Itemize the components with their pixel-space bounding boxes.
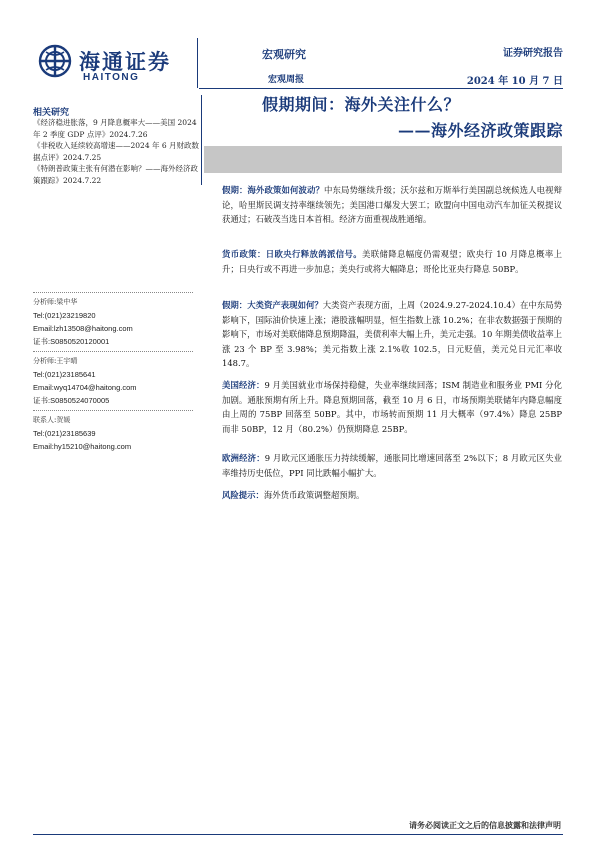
report-date: 2024 年 10 月 7 日	[466, 76, 563, 87]
section-text: 海外货币政策调整超预期。	[263, 490, 365, 500]
haitong-logo-icon	[38, 44, 72, 78]
related-research-item[interactable]: 《经济稳进胀落，9 月降息概率大——美国 2024 年 2 季度 GDP 点评》2024.7.26	[33, 118, 197, 139]
section-heading: 假期：大类资产表现如何？	[222, 300, 323, 310]
section-text: 美联储降息幅度仍需观望；欧央行 10 月降息概率上升；日央行或不再进一步加息；美央行或将大幅降息；哥伦比亚央行降息 50BP。	[222, 249, 562, 274]
footer-disclaimer: 请务必阅读正文之后的信息披露和法律声明	[409, 820, 561, 830]
section-eu-economy	[222, 451, 562, 480]
analyst-name: 分析师:梁中华	[33, 298, 78, 306]
analyst-tel: Tel:(021)23185641	[33, 370, 96, 379]
section-heading: 欧洲经济：	[222, 453, 265, 463]
analyst-card	[33, 410, 193, 453]
report-type: 证券研究报告	[503, 48, 563, 59]
analyst-cert: 证书:S0850524070005	[33, 396, 110, 405]
section-text: 9 月欧元区通胀压力持续缓解，通胀同比增速回落至 2%以下；8 月欧元区失业率维持历史低位，PPI 同比跌幅小幅扩大。	[222, 453, 563, 478]
section-text: 大类资产表现方面，上周（2024.9.27-2024.10.4）在中东局势影响下，国际油价快速上涨；港股涨幅明显，恒生指数上涨 10.2%；在非农数据强于预期的影响下，市场对美联储降息预期降温，美债利率大幅上升，美元走强。10 年期美债收益率上涨 23 个 BP 至 3.98%；美元指数上涨 2.1%收 102.5，日元贬值，美元兑日元汇率收 148.7。	[222, 300, 563, 369]
section-monetary-policy	[222, 247, 562, 276]
page-subtitle: ——海外经济政策跟踪	[397, 121, 563, 140]
brand-logo	[38, 44, 188, 84]
section-heading: 风险提示：	[222, 490, 264, 500]
analyst-email[interactable]: Email:hy15210@haitong.com	[33, 442, 132, 451]
analyst-email[interactable]: Email:lzh13508@haitong.com	[33, 324, 133, 333]
section-heading: 货币政策：日欧央行释放鸽派信号。	[222, 249, 362, 259]
related-research-list	[33, 117, 201, 186]
header-rule	[199, 88, 563, 89]
analyst-list	[33, 292, 193, 456]
brand-name-en: HAITONG	[83, 72, 140, 83]
header-divider	[197, 38, 198, 88]
title-bar	[204, 146, 562, 173]
page-title: 假期期间：海外关注什么？	[262, 95, 461, 114]
related-research-heading: 相关研究	[33, 108, 70, 118]
section-heading: 美国经济：	[222, 380, 265, 390]
analyst-card	[33, 292, 193, 348]
brand-name-cn: 海通证券	[79, 49, 171, 74]
section-risk-warning	[222, 488, 562, 503]
related-research-item[interactable]: 《特朗普政策主张有何潜在影响？——海外经济政策跟踪》2024.7.22	[33, 164, 198, 185]
report-subcategory: 宏观周报	[268, 75, 305, 85]
section-heading: 假期：海外政策如何波动？	[222, 185, 325, 195]
related-research-item[interactable]: 《非税收入延续较高增速——2024 年 6 月财政数据点评》2024.7.25	[33, 141, 200, 162]
sidebar-divider	[201, 95, 202, 185]
analyst-tel: Tel:(021)23185639	[33, 429, 96, 438]
analyst-email[interactable]: Email:wyq14704@haitong.com	[33, 383, 137, 392]
analyst-tel: Tel:(021)23219820	[33, 311, 96, 320]
analyst-name: 分析师:王宇晴	[33, 357, 78, 365]
footer-rule	[33, 834, 563, 835]
section-asset-performance	[222, 298, 562, 371]
section-overseas-policy	[222, 183, 562, 227]
report-category: 宏观研究	[262, 48, 306, 61]
section-us-economy	[222, 378, 562, 436]
analyst-name: 联系人:贺媛	[33, 416, 71, 424]
analyst-cert: 证书:S0850520120001	[33, 337, 110, 346]
section-text: 中东局势继续升级；沃尔兹和万斯举行美国副总统候选人电视辩论，哈里斯民调支持率继续领先；美国港口爆发大罢工；欧盟向中国电动汽车加征关税提议获通过；石破茂当选日本首相。经济方面重视战胜通缩。	[222, 185, 563, 225]
analyst-card	[33, 351, 193, 407]
section-text: 9 月美国就业市场保持稳健，失业率继续回落；ISM 制造业和服务业 PMI 分化加剧。通胀预期有所上升。降息预期回落，截至 10 月 6 日，市场预期美联储年内降息幅度由上周的 75BP 回落至 50BP。其中，市场转而预期 11 月大概率（97.4%）降息 25BP 而非 50BP，12 月（80.2%）仍预期降息 25BP。	[222, 380, 562, 434]
